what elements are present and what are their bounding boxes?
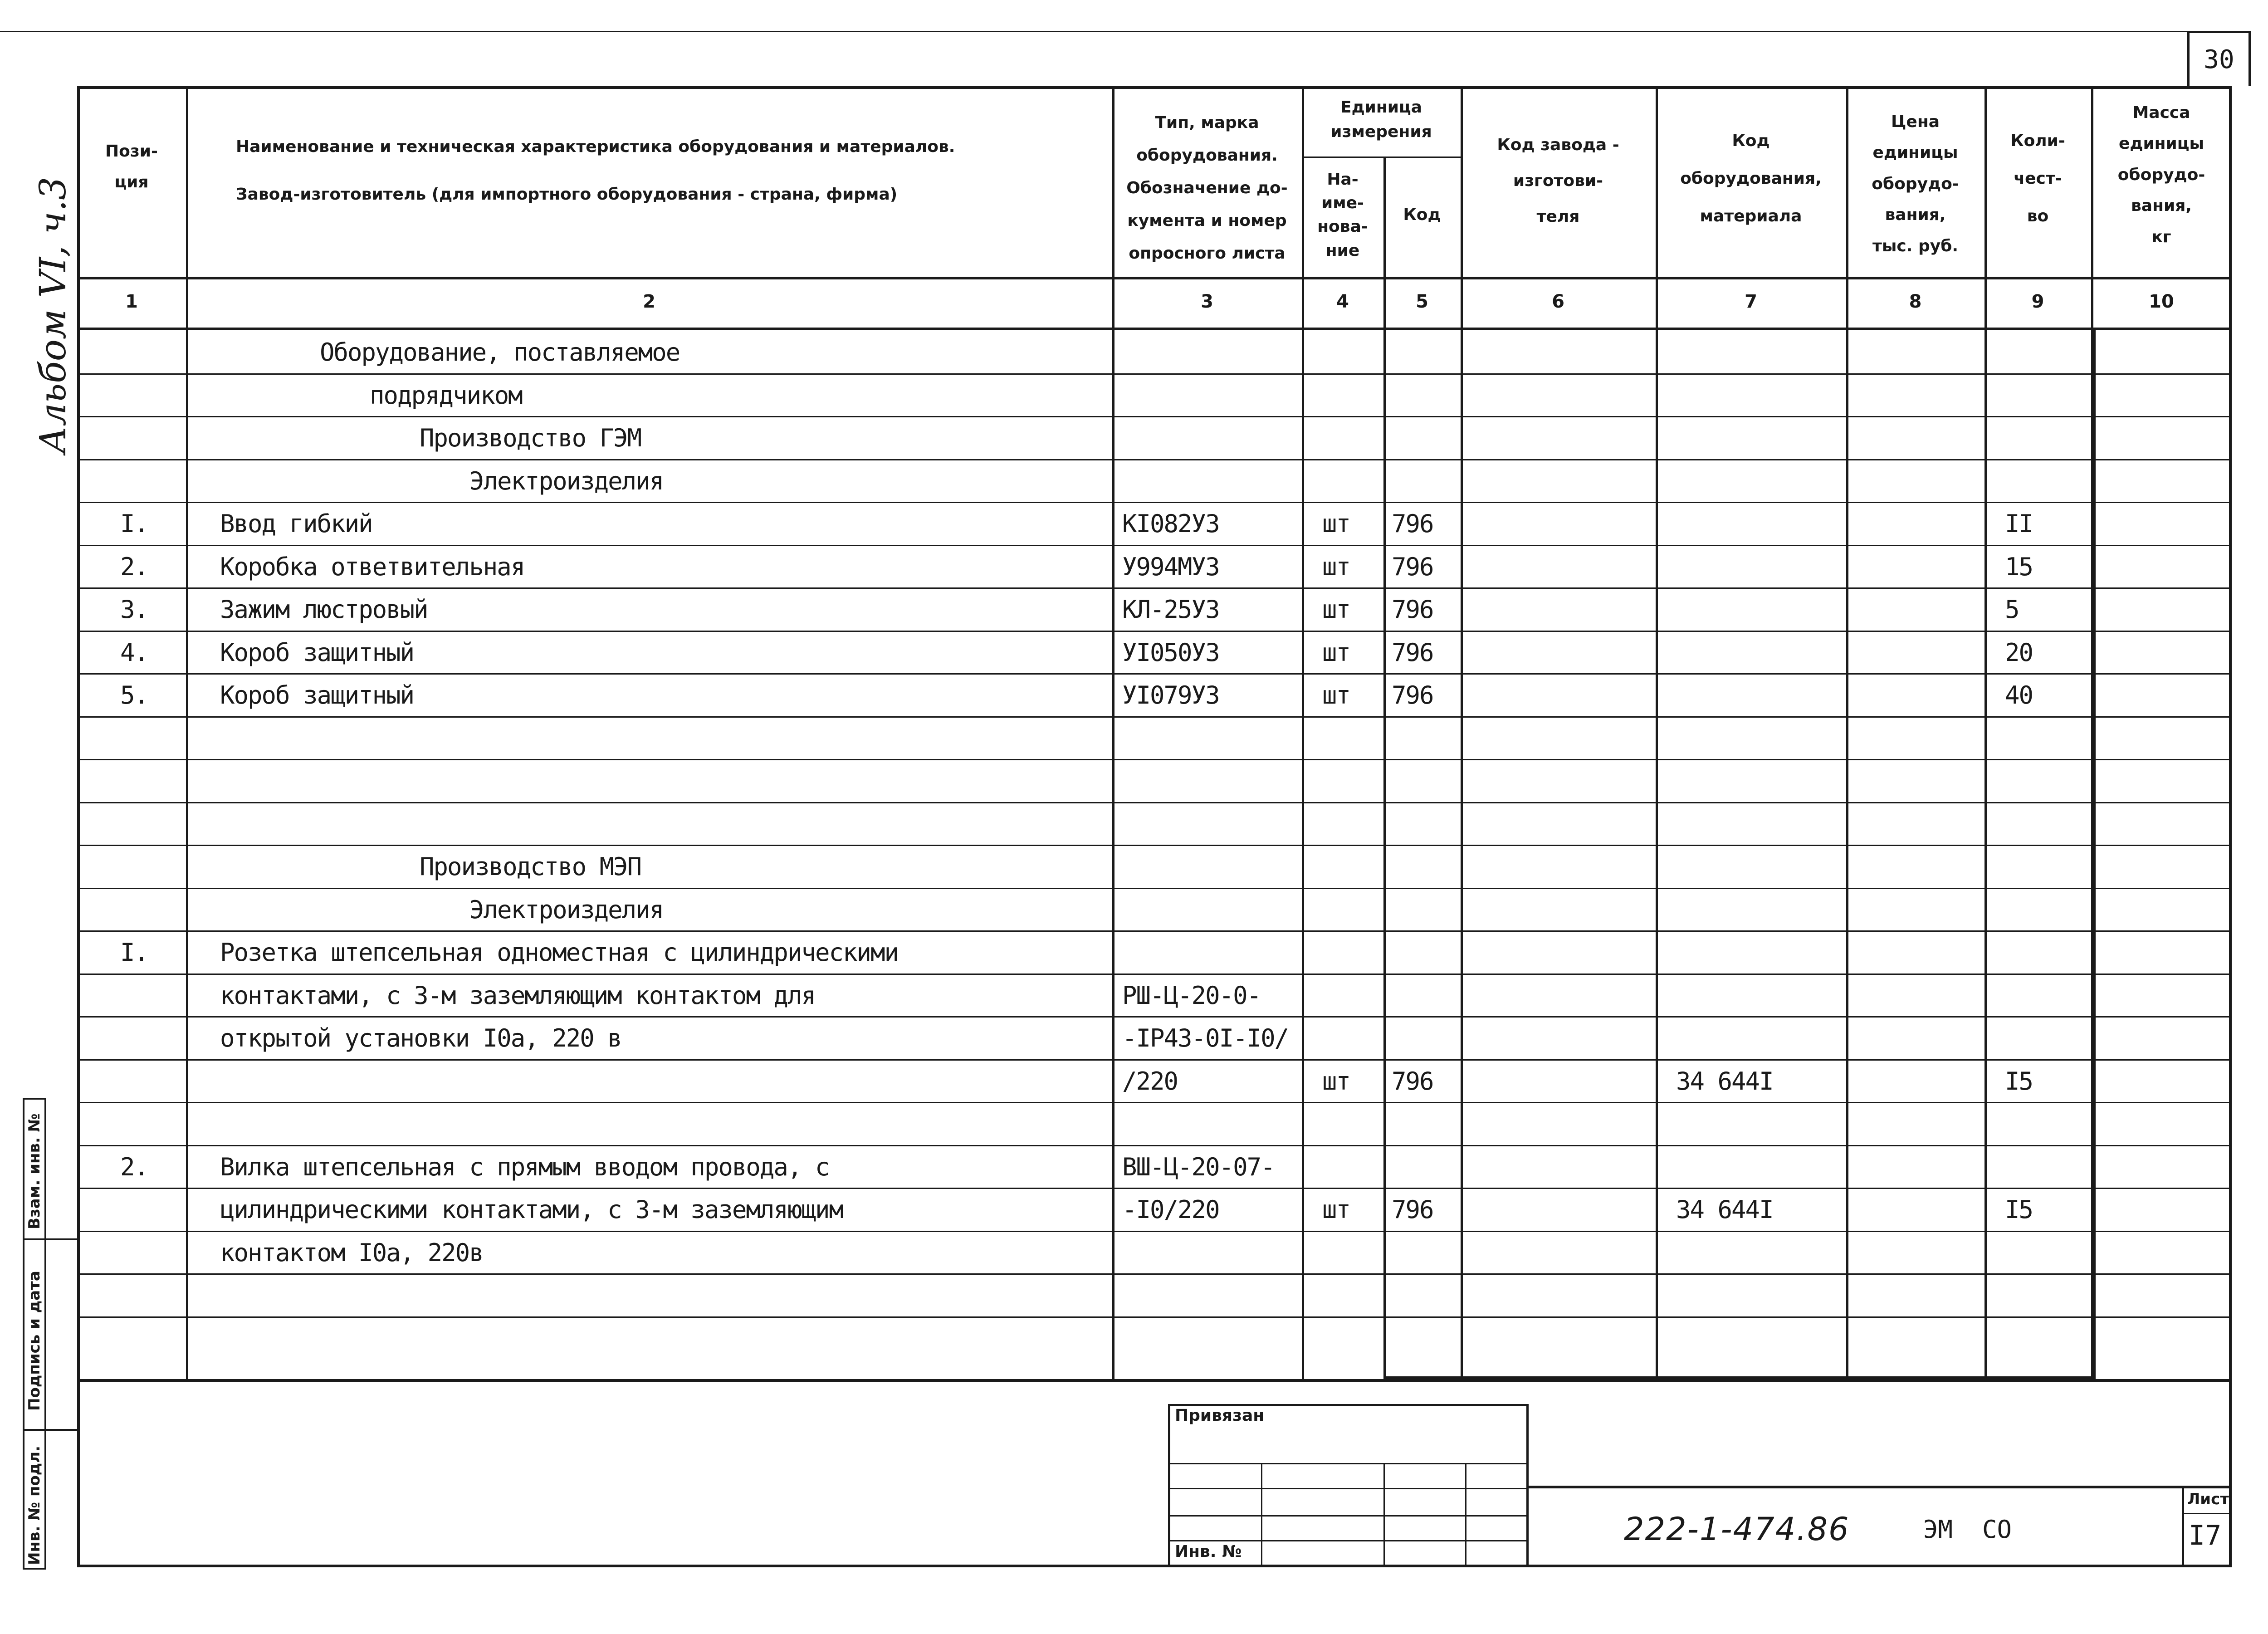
- row-mat-cell: 34 644I: [1676, 1195, 1773, 1224]
- sheet-label: Лист: [2187, 1490, 2229, 1508]
- row-line: [77, 631, 2232, 632]
- row-unit-cell: шт: [1322, 509, 1350, 538]
- row-line: [77, 416, 2232, 417]
- row-code-cell: 796: [1392, 638, 1433, 667]
- row-unit-cell: шт: [1322, 1195, 1350, 1224]
- bound-line-3: [1168, 1515, 1529, 1517]
- row-line: [77, 1273, 2232, 1275]
- row-unit-cell: шт: [1322, 681, 1350, 709]
- row-line: [77, 974, 2232, 975]
- row-name-cell: контактами, с 3-м заземляющим контактом для: [220, 981, 815, 1010]
- doc-code: 222-1-474.86: [1624, 1511, 1850, 1548]
- row-pos-cell: 3.: [120, 595, 148, 624]
- row-code-cell: 796: [1392, 1067, 1433, 1096]
- row-code-cell: 796: [1392, 595, 1433, 624]
- colnum-bottom-line: [77, 328, 2232, 330]
- row-type-cell: УI050У3: [1122, 638, 1219, 667]
- row-type-cell: УI079У3: [1122, 681, 1219, 709]
- row-line: [77, 1016, 2232, 1018]
- row-type-cell: У994МУ3: [1122, 552, 1219, 581]
- row-unit-cell: шт: [1322, 552, 1350, 581]
- row-line: [77, 888, 2232, 889]
- row-name-cell: Электроизделия: [469, 895, 664, 924]
- row-type-cell: -I0/220: [1122, 1195, 1219, 1224]
- row-name-cell: Короб защитный: [220, 638, 414, 667]
- row-name-cell: цилиндрическими контактами, с 3-м заземляющим: [220, 1195, 843, 1224]
- row-line: [77, 930, 2232, 932]
- row-line: [77, 759, 2232, 760]
- header-position: Пози- ция: [105, 142, 158, 192]
- colnum-10: 10: [2149, 291, 2174, 312]
- side-stamp-signature-date: Подпись и дата: [25, 1271, 44, 1411]
- row-line: [77, 502, 2232, 503]
- row-pos-cell: 2.: [120, 1152, 148, 1181]
- side-stamp-inv-podl: Инв. № подл.: [25, 1445, 44, 1565]
- row-line: [77, 459, 2232, 460]
- row-pos-cell: I.: [120, 509, 148, 538]
- row-mat-cell: 34 644I: [1676, 1067, 1773, 1096]
- row-name-cell: подрядчиком: [370, 381, 522, 410]
- row-line: [77, 845, 2232, 846]
- row-pos-cell: I.: [120, 938, 148, 967]
- row-pos-cell: 5.: [120, 681, 148, 709]
- row-name-cell: Ввод гибкий: [220, 509, 372, 538]
- header-material-code: Код оборудования, материала: [1680, 132, 1822, 225]
- row-name-cell: Розетка штепсельная одноместная с цилиндрическими: [220, 938, 899, 967]
- title-block-top-line: [77, 1379, 2232, 1382]
- bound-line-1: [1168, 1463, 1529, 1464]
- row-line: [77, 1145, 2232, 1146]
- row-qty-cell: 15: [2005, 552, 2033, 581]
- row-line: [77, 673, 2232, 675]
- row-line: [77, 716, 2232, 718]
- row-name-cell: Коробка ответвительная: [220, 552, 525, 581]
- row-unit-cell: шт: [1322, 1067, 1350, 1096]
- bound-vline-2: [1383, 1463, 1385, 1567]
- row-line: [77, 802, 2232, 803]
- header-price: Цена единицы оборудо- вания, тыс. руб.: [1872, 113, 1959, 255]
- header-name-line1: Наименование и техническая характеристика оборудования и материалов.: [236, 137, 955, 156]
- doc-mark: ЭМ СО: [1923, 1515, 2012, 1544]
- row-name-cell: контактом I0а, 220в: [220, 1238, 483, 1267]
- inv-label: Инв. №: [1175, 1542, 1242, 1561]
- row-qty-cell: I5: [2005, 1067, 2033, 1096]
- row-qty-cell: 5: [2005, 595, 2019, 624]
- row-unit-cell: шт: [1322, 595, 1350, 624]
- row-name-cell: Производство МЭП: [420, 852, 641, 881]
- row-name-cell: Вилка штепсельная с прямым вводом провода, с: [220, 1152, 829, 1181]
- header-quantity: Коли- чест- во: [2010, 132, 2065, 225]
- row-pos-cell: 4.: [120, 638, 148, 667]
- row-name-cell: Оборудование, поставляемое: [320, 338, 680, 367]
- row-name-cell: открытой установки I0а, 220 в: [220, 1024, 621, 1052]
- row-line: [77, 1316, 2232, 1318]
- bound-vline-3: [1465, 1463, 1466, 1567]
- row-qty-cell: II: [2005, 509, 2033, 538]
- row-line: [77, 373, 2232, 375]
- header-type: Тип, марка оборудования. Обозначение до- кумента и номер опросного листа: [1126, 113, 1288, 263]
- header-unit-name: На- име- нова- ние: [1317, 170, 1368, 260]
- row-qty-cell: 40: [2005, 681, 2033, 709]
- bound-line-4: [1168, 1540, 1529, 1541]
- colnum-5: 5: [1416, 291, 1428, 312]
- row-type-cell: KI082У3: [1122, 509, 1219, 538]
- colnum-7: 7: [1745, 291, 1757, 312]
- sheet-value: I7: [2189, 1520, 2222, 1551]
- row-type-cell: РШ-Ц-20-0-: [1122, 981, 1261, 1010]
- bound-line-2: [1168, 1488, 1529, 1489]
- row-type-cell: -IP43-0I-I0/: [1122, 1024, 1289, 1052]
- row-name-cell: Зажим люстровый: [220, 595, 428, 624]
- row-code-cell: 796: [1392, 552, 1433, 581]
- row-code-cell: 796: [1392, 1195, 1433, 1224]
- title-main-line: [1529, 1486, 2232, 1488]
- side-stamp-vzam-inv: Взам. инв. №: [25, 1113, 44, 1229]
- sheet-cell-split: [2182, 1513, 2232, 1514]
- row-line: [77, 1102, 2232, 1103]
- colnum-4: 4: [1336, 291, 1349, 312]
- row-line: [77, 1059, 2232, 1061]
- header-manufacturer-code: Код завода - изготови- теля: [1497, 136, 1619, 226]
- row-pos-cell: 2.: [120, 552, 148, 581]
- row-line: [77, 1188, 2232, 1189]
- sheet-cell-line: [2182, 1486, 2184, 1567]
- row-line: [77, 587, 2232, 589]
- row-qty-cell: 20: [2005, 638, 2033, 667]
- row-name-cell: Производство ГЭМ: [420, 424, 641, 452]
- colnum-6: 6: [1552, 291, 1564, 312]
- row-unit-cell: шт: [1322, 638, 1350, 667]
- row-name-cell: Короб защитный: [220, 681, 414, 709]
- bound-label: Привязан: [1175, 1406, 1265, 1425]
- row-type-cell: /220: [1122, 1067, 1178, 1096]
- row-code-cell: 796: [1392, 509, 1433, 538]
- colnum-2: 2: [643, 291, 655, 312]
- album-label: Альбом VI, ч.3: [32, 176, 74, 454]
- row-type-cell: КЛ-25У3: [1122, 595, 1219, 624]
- header-name-line2: Завод-изготовитель (для импортного оборудования - страна, фирма): [236, 185, 898, 204]
- row-line: [77, 1231, 2232, 1232]
- row-line: [77, 545, 2232, 546]
- colnum-9: 9: [2031, 291, 2044, 312]
- row-qty-cell: I5: [2005, 1195, 2033, 1224]
- header-unit-code: Код: [1403, 205, 1441, 224]
- header-mass: Масса единицы оборудо- вания, кг: [2117, 103, 2205, 246]
- row-code-cell: 796: [1392, 681, 1433, 709]
- bound-vline-1: [1261, 1463, 1262, 1567]
- sheet-number-top: 30: [2187, 31, 2251, 86]
- unit-split-line: [1302, 157, 1463, 158]
- colnum-1: 1: [125, 291, 138, 312]
- header-unit: Единица измерения: [1330, 98, 1432, 141]
- row-name-cell: Электроизделия: [469, 466, 664, 495]
- row-type-cell: ВШ-Ц-20-07-: [1122, 1152, 1275, 1181]
- colnum-8: 8: [1909, 291, 1922, 312]
- colnum-3: 3: [1201, 291, 1213, 312]
